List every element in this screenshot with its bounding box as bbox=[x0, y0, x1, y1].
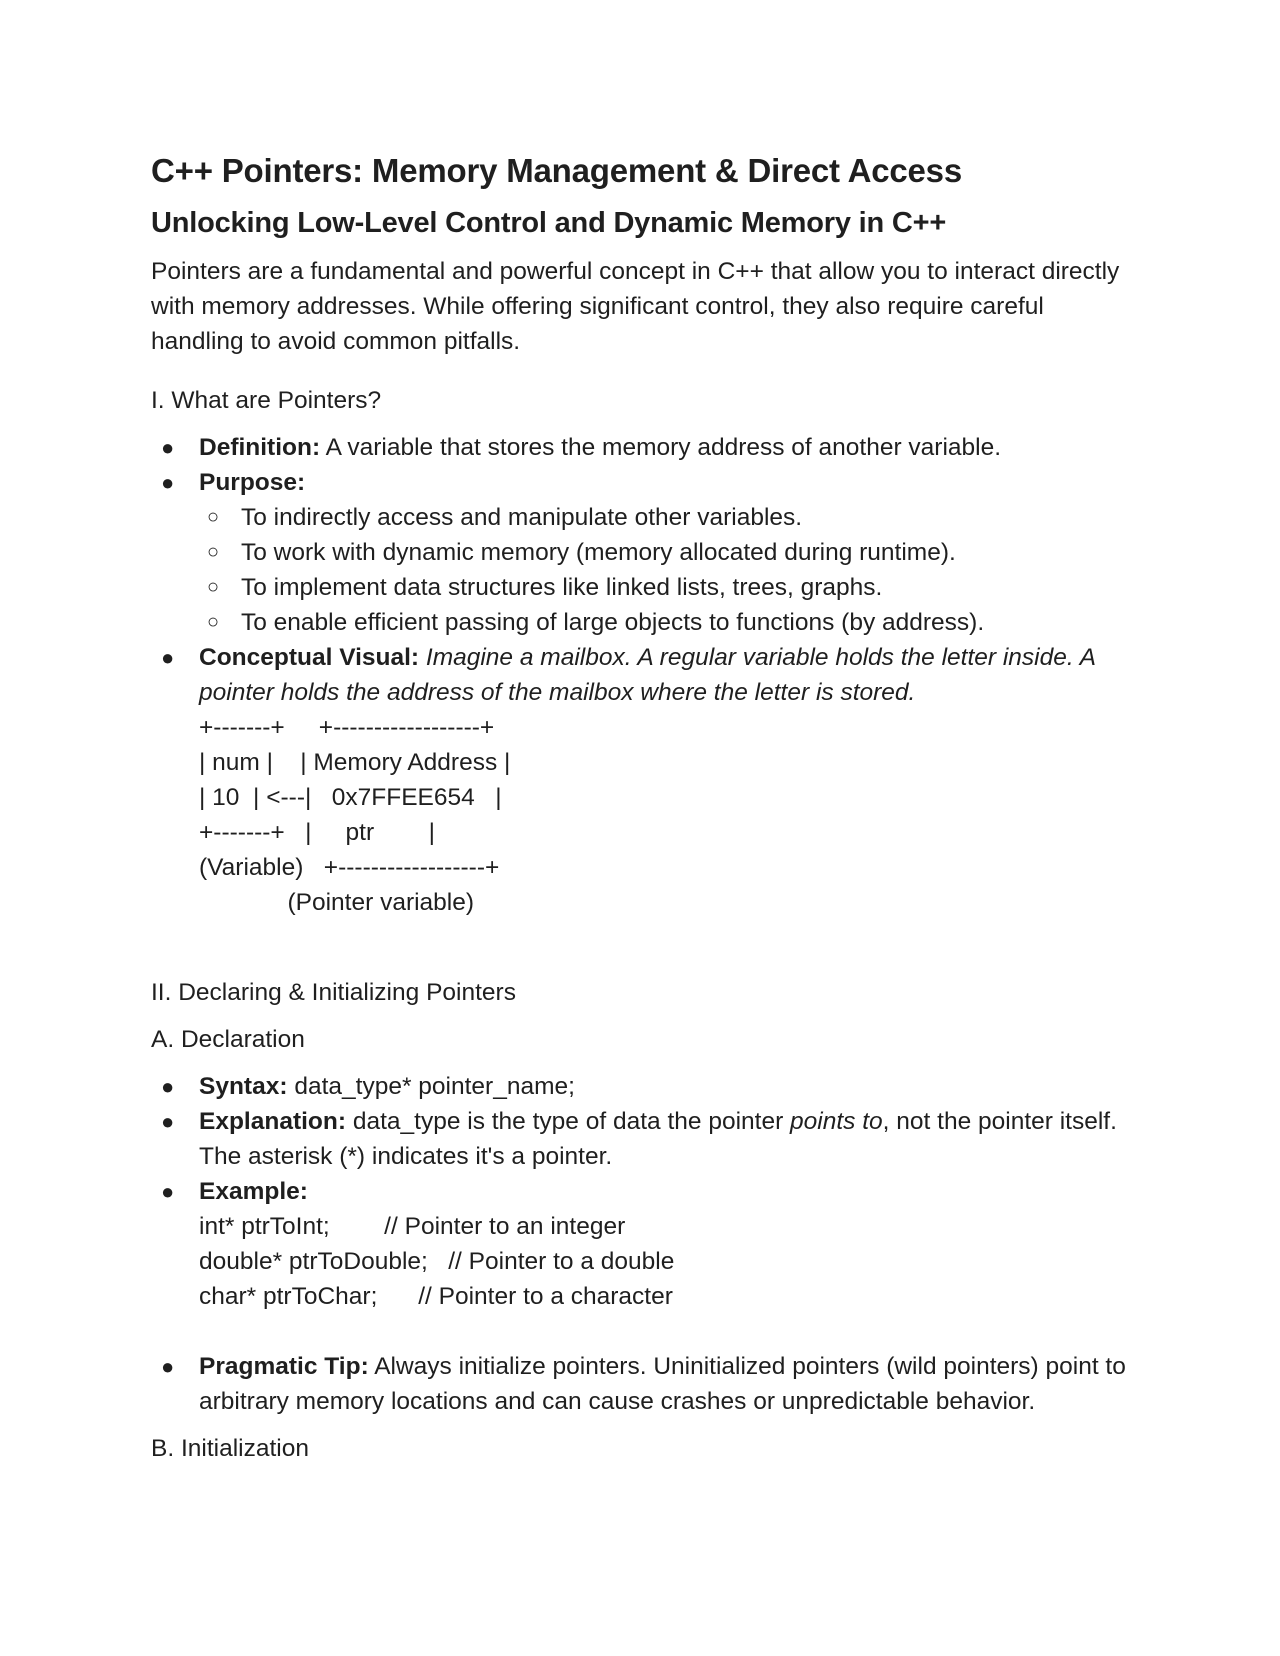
example-label: Example: bbox=[199, 1178, 308, 1205]
diagram-line: (Variable) +------------------+ bbox=[199, 854, 500, 881]
intro-paragraph: Pointers are a fundamental and powerful concept in C++ that allow you to interact directly with memory addresses. While offering significant control, they also require careful handling to avoid common pitfalls. bbox=[151, 258, 1120, 355]
code-line: char* ptrToChar; // Pointer to a character bbox=[199, 1283, 673, 1310]
purpose-item bbox=[199, 500, 1131, 535]
diagram-line: | num | | Memory Address | bbox=[199, 749, 511, 776]
definition-text: A variable that stores the memory address of another variable. bbox=[320, 434, 1002, 461]
bullet-icon: ● bbox=[161, 470, 175, 495]
code-example bbox=[199, 1209, 1131, 1314]
list-item-purpose bbox=[151, 465, 1131, 640]
section-heading-declaring-initializing: II. Declaring & Initializing Pointers bbox=[151, 979, 516, 1006]
explanation-label: Explanation: bbox=[199, 1108, 347, 1135]
bullet-icon: ● bbox=[161, 1354, 175, 1379]
diagram-line: (Pointer variable) bbox=[199, 889, 475, 916]
what-are-pointers-list bbox=[151, 430, 1131, 920]
explanation-text: data_type is the type of data the pointer bbox=[346, 1108, 791, 1135]
purpose-sublist bbox=[199, 500, 1131, 640]
list-item-conceptual-visual bbox=[151, 640, 1131, 920]
bullet-icon: ● bbox=[161, 645, 175, 670]
list-item-explanation bbox=[151, 1104, 1131, 1174]
list-item-definition bbox=[151, 430, 1131, 465]
purpose-item bbox=[199, 535, 1131, 570]
document-subtitle: Unlocking Low-Level Control and Dynamic Memory in C++ bbox=[151, 207, 947, 239]
diagram-line: +-------+ | ptr | bbox=[199, 819, 435, 846]
explanation-text-cont: , not the pointer itself. The asterisk (*) indicates it's a pointer. bbox=[199, 1108, 1117, 1170]
definition-label: Definition: bbox=[199, 434, 321, 461]
list-item-pragmatic-tip bbox=[151, 1349, 1131, 1419]
document-page bbox=[151, 148, 1131, 1466]
explanation-emphasis: points to bbox=[790, 1108, 883, 1135]
visual-text: Imagine a mailbox. A regular variable holds the letter inside. A pointer holds the address of the mailbox where the letter is stored. bbox=[199, 644, 1096, 706]
list-item-example bbox=[151, 1174, 1131, 1314]
bullet-icon: ● bbox=[161, 435, 175, 460]
document-title: C++ Pointers: Memory Management & Direct Access bbox=[151, 152, 962, 189]
syntax-text: data_type* pointer_name; bbox=[287, 1073, 575, 1100]
sub-bullet-icon: ○ bbox=[207, 541, 220, 563]
code-line: double* ptrToDouble; // Pointer to a double bbox=[199, 1248, 675, 1275]
code-line: int* ptrToInt; // Pointer to an integer bbox=[199, 1213, 626, 1240]
bullet-icon: ● bbox=[161, 1179, 175, 1204]
purpose-item-text: To implement data structures like linked lists, trees, graphs. bbox=[241, 574, 883, 601]
tip-label: Pragmatic Tip: bbox=[199, 1353, 369, 1380]
ascii-diagram bbox=[199, 710, 1131, 920]
tip-text: Always initialize pointers. Uninitialized pointers (wild pointers) point to arbitrary memory locations and can cause crashes or unpredictable behavior. bbox=[199, 1353, 1126, 1415]
bullet-icon: ● bbox=[161, 1074, 175, 1099]
bullet-icon: ● bbox=[161, 1109, 175, 1134]
purpose-item-text: To indirectly access and manipulate other variables. bbox=[241, 504, 803, 531]
purpose-item bbox=[199, 605, 1131, 640]
sub-bullet-icon: ○ bbox=[207, 576, 220, 598]
list-item-syntax bbox=[151, 1069, 1131, 1104]
purpose-item-text: To enable efficient passing of large objects to functions (by address). bbox=[241, 609, 985, 636]
syntax-label: Syntax: bbox=[199, 1073, 288, 1100]
sub-bullet-icon: ○ bbox=[207, 506, 220, 528]
subsection-heading-initialization: B. Initialization bbox=[151, 1435, 309, 1462]
purpose-item bbox=[199, 570, 1131, 605]
subsection-heading-declaration: A. Declaration bbox=[151, 1026, 305, 1053]
section-heading-what-are-pointers: I. What are Pointers? bbox=[151, 387, 382, 414]
diagram-line: | 10 | <---| 0x7FFEE654 | bbox=[199, 784, 502, 811]
declaration-list bbox=[151, 1069, 1131, 1419]
purpose-label: Purpose: bbox=[199, 469, 306, 496]
sub-bullet-icon: ○ bbox=[207, 611, 220, 633]
purpose-item-text: To work with dynamic memory (memory allocated during runtime). bbox=[241, 539, 956, 566]
visual-label: Conceptual Visual: bbox=[199, 644, 420, 671]
diagram-line: +-------+ +------------------+ bbox=[199, 714, 495, 741]
